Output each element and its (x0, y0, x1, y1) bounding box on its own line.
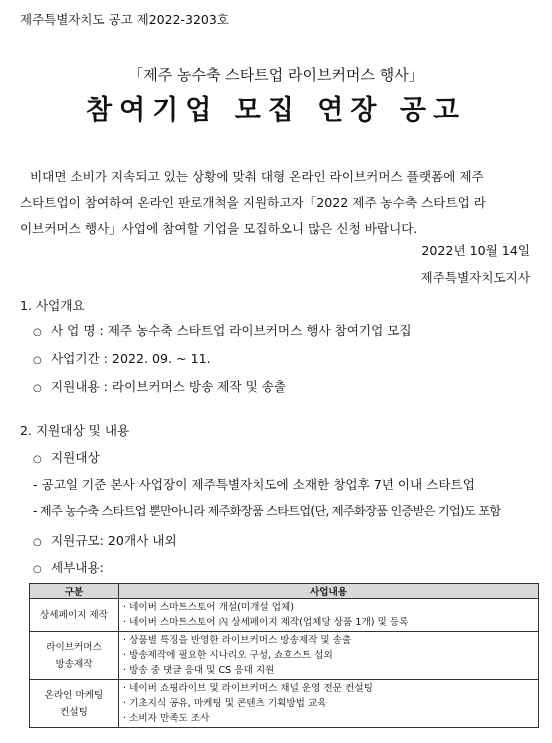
bullet-icon: ○ (33, 383, 42, 394)
category-text: 온라인 마케팅 컨설팅 (44, 689, 104, 718)
support-scale-text: 지원규모: 20개사 내외 (51, 533, 177, 548)
section1-item (33, 376, 286, 395)
table-category (30, 632, 119, 680)
target-line: - 제주 농수축 스타트업 뿐만아니라 제주화장품 스타트업(단, 제주화장품 인증받은 기업)도 포함 (33, 504, 501, 518)
table-header-row (30, 584, 539, 599)
table-category (30, 599, 119, 632)
table-item: · 네이버 쇼핑라이브 및 라이브커머스 채널 운영 전문 컨설팅 (123, 683, 373, 694)
details-table (29, 583, 539, 728)
table-item: · 상품별 특징을 반영한 라이브커머스 방송제작 및 송출 (123, 635, 352, 646)
bullet-icon: ○ (33, 327, 42, 338)
notice-number: 제주특별자치도 공고 제2022-3203호 (20, 12, 229, 27)
target-label-text: 지원대상 (51, 450, 100, 465)
category-text: 상세페이지 제작 (40, 609, 108, 621)
intro-line: 이브커머스 행사」사업에 참여할 기업을 모집하오니 많은 신청 바랍니다. (20, 221, 418, 236)
table-header-content: 사업내용 (119, 584, 539, 599)
bullet-icon: ○ (33, 355, 42, 366)
bullet-icon: ○ (33, 537, 42, 548)
table-item: · 방송제작에 필요한 시나리오 구성, 쇼호스트 섭외 (123, 650, 333, 661)
event-subtitle: 「제주 농수축 스타트업 라이브커머스 행사」 (128, 66, 424, 84)
section1-item (33, 348, 211, 367)
issuer: 제주특별자치도지사 (420, 270, 530, 285)
intro-line: 비대면 소비가 지속되고 있는 상황에 맞춰 대형 온라인 라이브커머스 플랫폼에 제주 (30, 169, 484, 184)
page-title: 참여기업 모집 연장 공고 (85, 95, 467, 126)
table-category (30, 680, 119, 728)
section1-item-text: 사업기간 : 2022. 09. ~ 11. (51, 351, 211, 366)
target-label (33, 447, 100, 466)
table-item: · 방송 중 댓글 응대 및 CS 응대 지원 (123, 665, 275, 676)
table-row (30, 599, 539, 632)
table-row (30, 632, 539, 680)
table-row (30, 680, 539, 728)
bullet-icon: ○ (33, 564, 42, 575)
target-line: - 공고일 기준 본사 사업장이 제주특별자치도에 소재한 창업후 7년 이내 스타트업 (33, 477, 475, 492)
table-items (119, 599, 539, 632)
table-items (119, 680, 539, 728)
details-label (33, 557, 104, 576)
table-header-category: 구분 (30, 584, 119, 599)
intro-paragraph (20, 164, 538, 242)
table-item: · 기초지식 공유, 마케팅 및 콘텐츠 기획방법 교육 (123, 698, 327, 709)
section1-item (33, 320, 412, 339)
intro-line: 스타트업이 참여하여 온라인 판로개척을 지원하고자「2022 제주 농수축 스타트업 라 (20, 195, 486, 210)
section1-item-text: 지원내용 : 라이브커머스 방송 제작 및 송출 (51, 379, 287, 394)
table-item: · 네이버 스마트스토어 개설(미개설 업체) (123, 602, 295, 613)
details-label-text: 세부내용: (51, 560, 104, 575)
section1-heading: 1. 사업개요 (20, 298, 85, 313)
table-item: · 네이버 스마트스토어 內 상세페이지 제작(업체당 상품 1개) 및 등록 (123, 617, 409, 628)
section1-item-text: 사 업 명 : 제주 농수축 스타트업 라이브커머스 행사 참여기업 모집 (51, 323, 412, 338)
support-scale (33, 530, 177, 549)
announcement-date: 2022년 10월 14일 (421, 243, 530, 258)
table-items (119, 632, 539, 680)
category-text: 라이브커머스 방송제작 (46, 641, 102, 670)
table-item: · 소비자 만족도 조사 (123, 713, 210, 724)
section2-heading: 2. 지원대상 및 내용 (20, 423, 130, 438)
bullet-icon: ○ (33, 454, 42, 465)
